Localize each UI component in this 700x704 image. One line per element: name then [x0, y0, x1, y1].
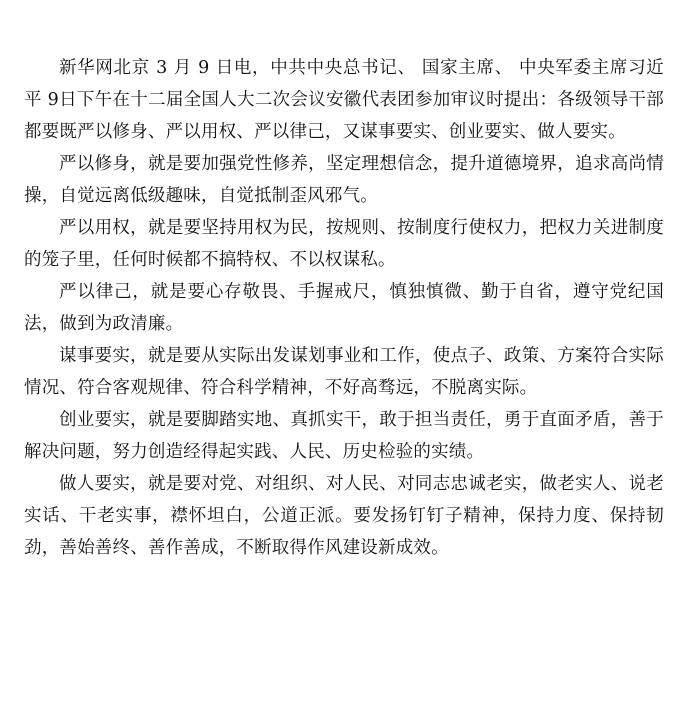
- paragraph-entrepreneurship: 创业要实，就是要脚踏实地、真抓实干，敢于担当责任，勇于直面矛盾，善于解决问题，努力创造经得起实践、人民、历史检验的实绩。: [24, 410, 664, 462]
- paragraph-intro: 新华网北京 3 月 9 日电，中共中央总书记、 国家主席、 中央军委主席习近平 9日下午在十二届全国人大二次会议安徽代表团参加审议时提出：各级领导干部都要既严以修身、严以用权、严以律己，又谋事要实、创业要实、做人要实。: [24, 58, 664, 142]
- paragraph-self-cultivation: 严以修身，就是要加强党性修养，坚定理想信念，提升道德境界，追求高尚情操，自觉远离低级趣味，自觉抵制歪风邪气。: [24, 154, 664, 206]
- paragraph-conduct: 做人要实，就是要对党、对组织、对人民、对同志忠诚老实，做老实人、说老实话、干老实事，襟怀坦白，公道正派。要发扬钉钉子精神，保持力度、保持韧劲，善始善终、善作善成，不断取得作风建设新成效。: [24, 474, 664, 558]
- document-body: [24, 52, 664, 564]
- paragraph-use-of-power: 严以用权，就是要坚持用权为民，按规则、按制度行使权力，把权力关进制度的笼子里，任何时候都不搞特权、不以权谋私。: [24, 218, 664, 270]
- paragraph-planning: 谋事要实，就是要从实际出发谋划事业和工作，使点子、政策、方案符合实际情况、符合客观规律、符合科学精神，不好高骛远，不脱离实际。: [24, 346, 664, 398]
- paragraph-self-discipline: 严以律己，就是要心存敬畏、手握戒尺，慎独慎微、勤于自省，遵守党纪国法，做到为政清廉。: [24, 282, 664, 334]
